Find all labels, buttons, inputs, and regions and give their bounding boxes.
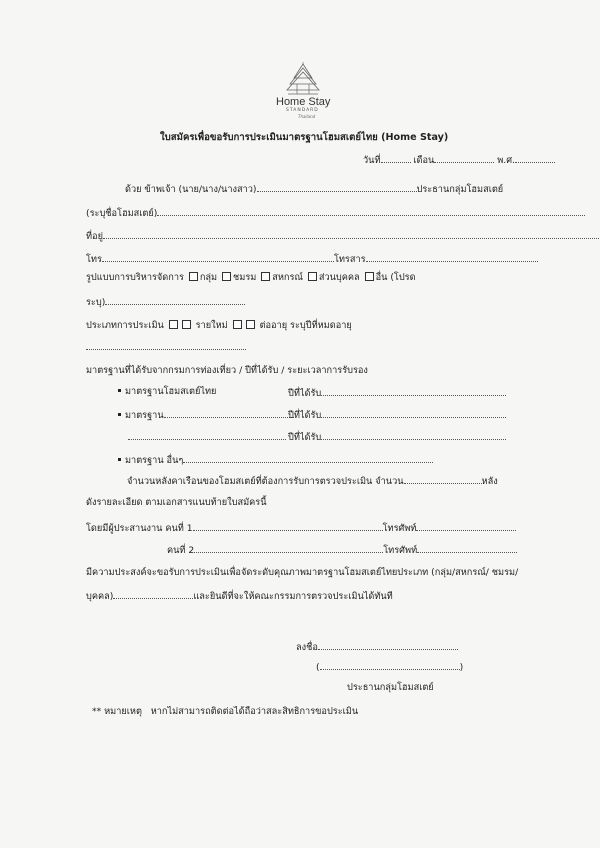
standard-other-label: มาตรฐาน อื่นๆ (125, 455, 184, 466)
assessment-renew-label: ต่ออายุ (259, 320, 288, 331)
year-received-label: ปีที่ได้รับ (288, 410, 322, 421)
intent-consent: และยินดีที่จะให้คณะกรรมการตรวจประเมินได้ทันที (193, 591, 393, 602)
date-month-label: เดือน (413, 155, 435, 166)
assessment-label: ประเภทการประเมิน (86, 320, 164, 331)
phone-line (86, 252, 538, 266)
applicant-name-field[interactable] (257, 182, 417, 192)
date-month-field[interactable] (434, 153, 494, 163)
management-coop-checkbox[interactable] (261, 272, 270, 281)
homestay-name-line (86, 206, 585, 220)
year-received-label: ปีที่ได้รับ (288, 388, 322, 399)
date-year-label: พ.ศ. (497, 155, 515, 166)
assessment-renew-checkbox-a[interactable] (233, 320, 242, 329)
pavilion-logo-icon (284, 62, 322, 96)
assessment-renew-checkbox-b[interactable] (246, 320, 255, 329)
standard-item-homestay (118, 386, 216, 398)
assessment-expiry-field[interactable] (86, 340, 246, 350)
standard-homestay-label: มาตรฐานโฮมสเตย์ไทย (125, 386, 217, 397)
logo-name: Home Stay (276, 96, 331, 108)
address-field[interactable] (103, 229, 600, 239)
management-specify-field[interactable] (105, 295, 245, 305)
management-private-checkbox[interactable] (308, 272, 317, 281)
applicant-suffix: ประธานกลุ่มโฮมสเตย์ (416, 184, 504, 195)
applicant-label: ด้วย ข้าพเจ้า (นาย/นาง/นางสาว) (125, 184, 257, 195)
houses-label: จำนวนหลังคาเรือนของโฮมสเตย์ที่ต้องการรับการตรวจประเมิน จำนวน (127, 476, 404, 487)
note-text: หากไม่สามารถติดต่อได้ถือว่าสละสิทธิการขอประเมิน (150, 706, 359, 717)
standard-2-year (288, 408, 506, 422)
standard-item-2 (118, 408, 294, 422)
note-label: ** หมายเหตุ (92, 706, 142, 717)
address-label: ที่อยู่ (86, 231, 103, 242)
assessment-expiry-label: ระบุปีที่หมดอายุ (290, 320, 352, 331)
logo-country: Thailand (298, 114, 316, 119)
management-option-coop: สหกรณ์ (272, 272, 303, 283)
standard-2b-year (288, 430, 506, 444)
assessment-new-label: รายใหม่ (195, 320, 228, 331)
fax-label: โทรสาร (333, 254, 366, 265)
address-line (86, 229, 600, 243)
signature-line (296, 640, 458, 654)
signature-close-paren: ) (459, 662, 464, 673)
form-title: ใบสมัครเพื่อขอรับการประเมินมาตรฐานโฮมสเตย์ไทย (Home Stay) (160, 132, 449, 143)
coordinator-1-line (86, 521, 516, 535)
signature-field[interactable] (318, 640, 458, 650)
standards-intro: มาตรฐานที่ได้รับจากกรมการท่องเที่ยว / ปีที่ได้รับ / ระยะเวลาการรับรอง (86, 365, 368, 376)
signature-name-field[interactable] (320, 660, 460, 670)
coordinator-2-line (167, 543, 517, 557)
houses-unit: หลัง (481, 476, 498, 487)
coordinator-1-name-field[interactable] (193, 521, 383, 531)
coordinator-1-phone-label: โทรศัพท์ (382, 523, 417, 534)
coordinator-2-phone-label: โทรศัพท์ (383, 545, 418, 556)
assessment-new-checkbox-b[interactable] (182, 320, 191, 329)
bullet-icon (118, 458, 121, 461)
standard-other-field[interactable] (183, 453, 433, 463)
coordinator-2-phone-field[interactable] (417, 543, 517, 553)
date-day-label: วันที่ (363, 155, 381, 166)
houses-count-field[interactable] (404, 474, 482, 484)
standard-homestay-year-field[interactable] (321, 386, 506, 396)
intent-line-1: มีความประสงค์จะขอรับการประเมินเพื่อจัดระดับคุณภาพมาตรฐานโฮมสเตย์ไทยประเภท (กลุ่ม/สหกรณ์/ ชมรม/ (86, 567, 519, 578)
date-year-field[interactable] (515, 153, 555, 163)
homestay-name-field[interactable] (157, 206, 585, 216)
management-other-checkbox[interactable] (365, 272, 374, 281)
logo-standard: STANDARD (286, 108, 319, 113)
management-option-other: อื่น (โปรด (375, 272, 416, 283)
signature-label: ลงชื่อ (296, 642, 318, 653)
standard-2b-name-field[interactable] (128, 430, 286, 440)
coordinator-2-name-field[interactable] (194, 543, 383, 553)
management-label-text: รูปแบบการบริหารจัดการ (86, 272, 184, 283)
date-line (363, 153, 555, 167)
standard-2-label: มาตรฐาน (125, 410, 164, 421)
fax-field[interactable] (366, 252, 538, 262)
standard-2-year-field[interactable] (321, 408, 506, 418)
coordinator-2-label: คนที่ 2 (167, 545, 195, 556)
date-day-field[interactable] (381, 153, 411, 163)
homestay-name-label: (ระบุชื่อโฮมสเตย์) (86, 208, 158, 219)
phone-field[interactable] (102, 252, 334, 262)
year-received-label: ปีที่ได้รับ (288, 432, 322, 443)
coordinator-1-phone-field[interactable] (416, 521, 516, 531)
standard-2b-line (128, 430, 286, 444)
management-option-private: ส่วนบุคคล (318, 272, 360, 283)
houses-line (127, 474, 498, 488)
management-club-checkbox[interactable] (222, 272, 231, 281)
intent-line-2 (86, 589, 393, 603)
signature-open-paren: ( (316, 662, 320, 673)
management-line (86, 272, 416, 284)
assessment-new-checkbox-a[interactable] (169, 320, 178, 329)
bullet-icon (118, 413, 121, 416)
details-line: ดังรายละเอียด ตามเอกสารแนบท้ายใบสมัครนี้ (86, 497, 267, 508)
assessment-expiry-line (86, 340, 246, 354)
signature-name-line (316, 660, 463, 674)
signature-role: ประธานกลุ่มโฮมสเตย์ (347, 682, 434, 693)
phone-label: โทร (86, 254, 102, 265)
standard-2b-year-field[interactable] (321, 430, 506, 440)
standard-homestay-year (288, 386, 506, 400)
standard-item-other (118, 453, 433, 467)
intent-type-label: บุคคล) (86, 591, 114, 602)
intent-type-field[interactable] (113, 589, 193, 599)
coordinator-label: โดยมีผู้ประสานงาน (86, 523, 163, 534)
management-option-club: ชมรม (233, 272, 257, 283)
standard-2-name-field[interactable] (164, 408, 294, 418)
note-line (92, 706, 358, 718)
management-group-checkbox[interactable] (189, 272, 198, 281)
coordinator-1-label: คนที่ 1 (165, 523, 193, 534)
management-specify-label: ระบุ) (86, 297, 106, 308)
assessment-line (86, 320, 352, 332)
management-option-group: กลุ่ม (199, 272, 218, 283)
applicant-line (125, 182, 503, 196)
bullet-icon (118, 389, 121, 392)
management-specify-line (86, 295, 245, 309)
